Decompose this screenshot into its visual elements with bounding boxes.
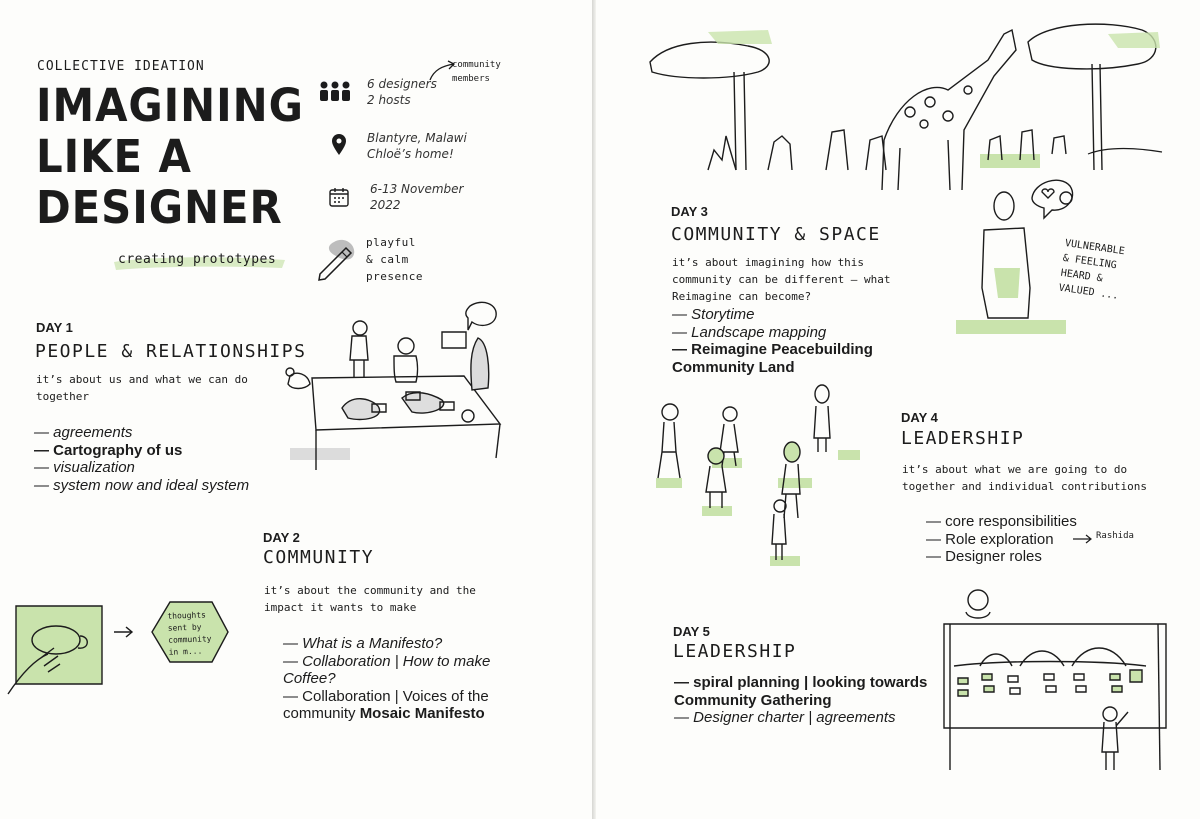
title-line: LIKE A xyxy=(36,130,192,183)
list-item: — Designer roles xyxy=(926,548,1042,565)
people-count: 6 designers xyxy=(367,77,437,91)
day4-list xyxy=(926,513,1077,566)
list-item: — Collaboration | Voices of the xyxy=(283,687,489,705)
calendar-icon xyxy=(329,187,349,207)
day1-title: PEOPLE & RELATIONSHIPS xyxy=(35,341,307,362)
list-item: Coffee? xyxy=(283,670,336,687)
list-item: — Landscape mapping xyxy=(672,323,827,341)
list-item: — Collaboration | How to make xyxy=(283,652,491,670)
day1-list xyxy=(34,424,249,494)
subtitle: creating prototypes xyxy=(118,252,277,267)
role-note: Rashida xyxy=(1096,531,1134,541)
desc-line: community can be different – what xyxy=(672,273,891,286)
day3-description xyxy=(672,254,891,305)
list-item: — Cartography of us xyxy=(34,441,183,459)
hexagon-line: community xyxy=(168,634,212,645)
handnote-line: VULNERABLE xyxy=(1064,237,1126,258)
presence-note xyxy=(366,234,423,285)
day1-description xyxy=(36,371,248,405)
day3-list xyxy=(672,306,873,376)
pencil-icon xyxy=(316,238,362,280)
list-item: — Storytime xyxy=(672,306,755,323)
handnote-line: & FEELING xyxy=(1062,252,1118,272)
day2-title: COMMUNITY xyxy=(263,547,375,568)
location-pin-icon xyxy=(331,134,347,156)
handnote-line: VALUED ... xyxy=(1057,282,1120,302)
day4-label: DAY 4 xyxy=(901,410,938,425)
title-line: IMAGINING xyxy=(36,79,304,132)
day2-label: DAY 2 xyxy=(263,530,300,545)
list-item xyxy=(283,705,490,723)
date-year: 2022 xyxy=(370,198,401,212)
day2-list xyxy=(283,635,490,723)
list-item-bold: Mosaic Manifesto xyxy=(359,705,485,722)
day5-label: DAY 5 xyxy=(673,624,710,639)
handnote-line: HEARD & xyxy=(1060,267,1104,285)
desc-line: together and individual contributions xyxy=(902,480,1148,493)
day3-handnote xyxy=(1058,236,1126,304)
hexagon-line: in m... xyxy=(168,646,203,657)
hosts-count: 2 hosts xyxy=(367,93,411,107)
hexagon-line: thoughts xyxy=(167,610,207,621)
desc-line: Reimagine can become? xyxy=(672,290,812,303)
table-illustration xyxy=(282,298,502,473)
list-item: — Designer charter | agreements xyxy=(674,709,896,726)
list-item: — system now and ideal system xyxy=(34,476,250,494)
day2-description xyxy=(264,582,476,616)
day1-label: DAY 1 xyxy=(36,320,73,335)
list-item: — What is a Manifesto? xyxy=(283,635,443,652)
list-item: — agreements xyxy=(34,424,133,441)
location-home: Chloë’s home! xyxy=(367,147,454,161)
list-item: — Reimagine Peacebuilding xyxy=(672,341,873,358)
community-note: community members xyxy=(452,60,501,84)
desc-line: it’s about the community and the xyxy=(264,584,476,597)
presence-line: presence xyxy=(366,270,423,283)
desc-line: it’s about imagining how this xyxy=(672,256,865,269)
left-page xyxy=(0,0,592,819)
presence-line: & calm xyxy=(366,253,409,266)
day5-title: LEADERSHIP xyxy=(673,641,797,662)
desc-line: it’s about what we are going to do xyxy=(902,463,1128,476)
title-line: DESIGNER xyxy=(36,181,283,234)
person-illustration xyxy=(948,168,1078,338)
hexagon-line: sent by xyxy=(167,622,202,633)
list-item: — Role exploration xyxy=(926,530,1054,548)
day3-label: DAY 3 xyxy=(671,204,708,219)
desc-line: together xyxy=(36,390,89,403)
day4-description xyxy=(902,461,1147,495)
group-illustration xyxy=(642,382,882,572)
list-item-text: community xyxy=(283,705,360,722)
presence-line: playful xyxy=(366,236,416,249)
hexagon-text xyxy=(167,609,212,658)
date-range: 6-13 November xyxy=(370,182,464,196)
list-item: Community Land xyxy=(672,358,795,376)
right-page xyxy=(596,0,1200,819)
day4-title: LEADERSHIP xyxy=(901,428,1025,449)
arrow-icon xyxy=(1072,534,1094,544)
landscape-illustration xyxy=(648,20,1168,200)
list-item: — core responsibilities xyxy=(926,513,1077,530)
eyebrow-label: COLLECTIVE IDEATION xyxy=(37,59,205,74)
location-city: Blantyre, Malawi xyxy=(367,131,467,145)
people-icon xyxy=(318,80,352,102)
day5-list xyxy=(674,674,927,727)
desc-line: impact it wants to make xyxy=(264,601,417,614)
board-illustration xyxy=(940,586,1172,776)
list-item: Community Gathering xyxy=(674,691,832,709)
main-title xyxy=(36,80,304,233)
list-item: — spiral planning | looking towards xyxy=(674,674,928,691)
list-item: — visualization xyxy=(34,459,135,476)
day3-title: COMMUNITY & SPACE xyxy=(671,224,881,245)
desc-line: it’s about us and what we can do xyxy=(36,373,248,386)
